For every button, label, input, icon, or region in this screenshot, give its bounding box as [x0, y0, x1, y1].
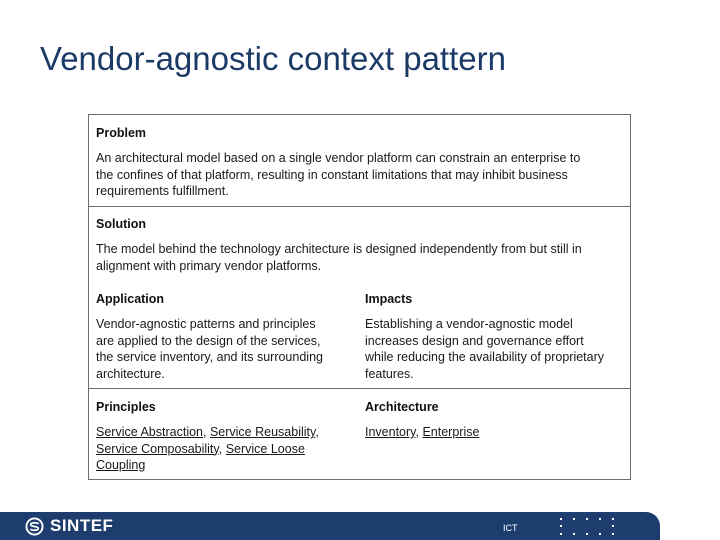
link-service-abstraction[interactable]: Service Abstraction	[96, 425, 203, 439]
problem-line: requirements fulfillment.	[96, 184, 229, 198]
solution-section	[89, 207, 630, 389]
problem-line: An architectural model based on a single vendor platform can constrain an enterprise to	[96, 151, 581, 165]
solution-line: alignment with primary vendor platforms.	[96, 258, 322, 273]
principles-line	[96, 457, 356, 474]
impacts-line: increases design and governance effort	[365, 333, 584, 348]
impacts-line: features.	[365, 366, 414, 381]
separator: ,	[315, 425, 319, 439]
separator: ,	[218, 441, 226, 456]
slide-title: Vendor-agnostic context pattern	[40, 40, 506, 77]
impacts-text	[365, 316, 627, 382]
impacts-line: while reducing the availability of proprietary	[365, 350, 605, 364]
application-line: the service inventory, and its surrounding	[96, 350, 323, 364]
solution-text	[96, 241, 626, 274]
application-line: Vendor-agnostic patterns and principles	[96, 317, 316, 331]
link-enterprise[interactable]: Enterprise	[422, 425, 480, 439]
impacts-heading: Impacts	[365, 292, 413, 306]
application-heading: Application	[96, 292, 165, 306]
sintef-logo-icon	[25, 517, 44, 536]
link-service-composability[interactable]: Service Composability	[96, 441, 219, 456]
solution-line: The model behind the technology architecture is designed independently from but still in	[96, 242, 582, 256]
footer-bar	[0, 512, 660, 540]
separator: ,	[415, 425, 423, 439]
problem-section	[89, 115, 630, 207]
link-service-loose-coupling[interactable]: Service Loose	[225, 441, 305, 456]
sintef-logo	[25, 516, 113, 536]
principles-text	[96, 424, 356, 474]
solution-heading: Solution	[96, 217, 146, 231]
principles-architecture-section	[89, 389, 630, 479]
architecture-heading: Architecture	[365, 400, 439, 414]
problem-heading: Problem	[96, 126, 147, 140]
application-line: are applied to the design of the services,	[96, 333, 321, 348]
application-text	[96, 316, 356, 382]
link-coupling[interactable]: Coupling	[96, 458, 146, 472]
pattern-table	[88, 114, 631, 480]
architecture-text	[365, 424, 627, 441]
logo-text: SINTEF	[50, 516, 114, 535]
application-line: architecture.	[96, 366, 165, 381]
separator: ,	[203, 425, 210, 439]
footer-label: ICT	[503, 523, 518, 533]
principles-heading: Principles	[96, 400, 156, 414]
link-service-reusability[interactable]: Service Reusability	[209, 425, 316, 439]
impacts-line: Establishing a vendor-agnostic model	[365, 317, 573, 331]
decorative-dots	[548, 516, 628, 536]
principles-line	[96, 441, 356, 458]
problem-line: the confines of that platform, resulting in constant limitations that may inhibit business	[96, 167, 568, 182]
link-inventory[interactable]: Inventory	[365, 425, 416, 439]
problem-text	[96, 150, 626, 200]
principles-line	[96, 424, 356, 441]
